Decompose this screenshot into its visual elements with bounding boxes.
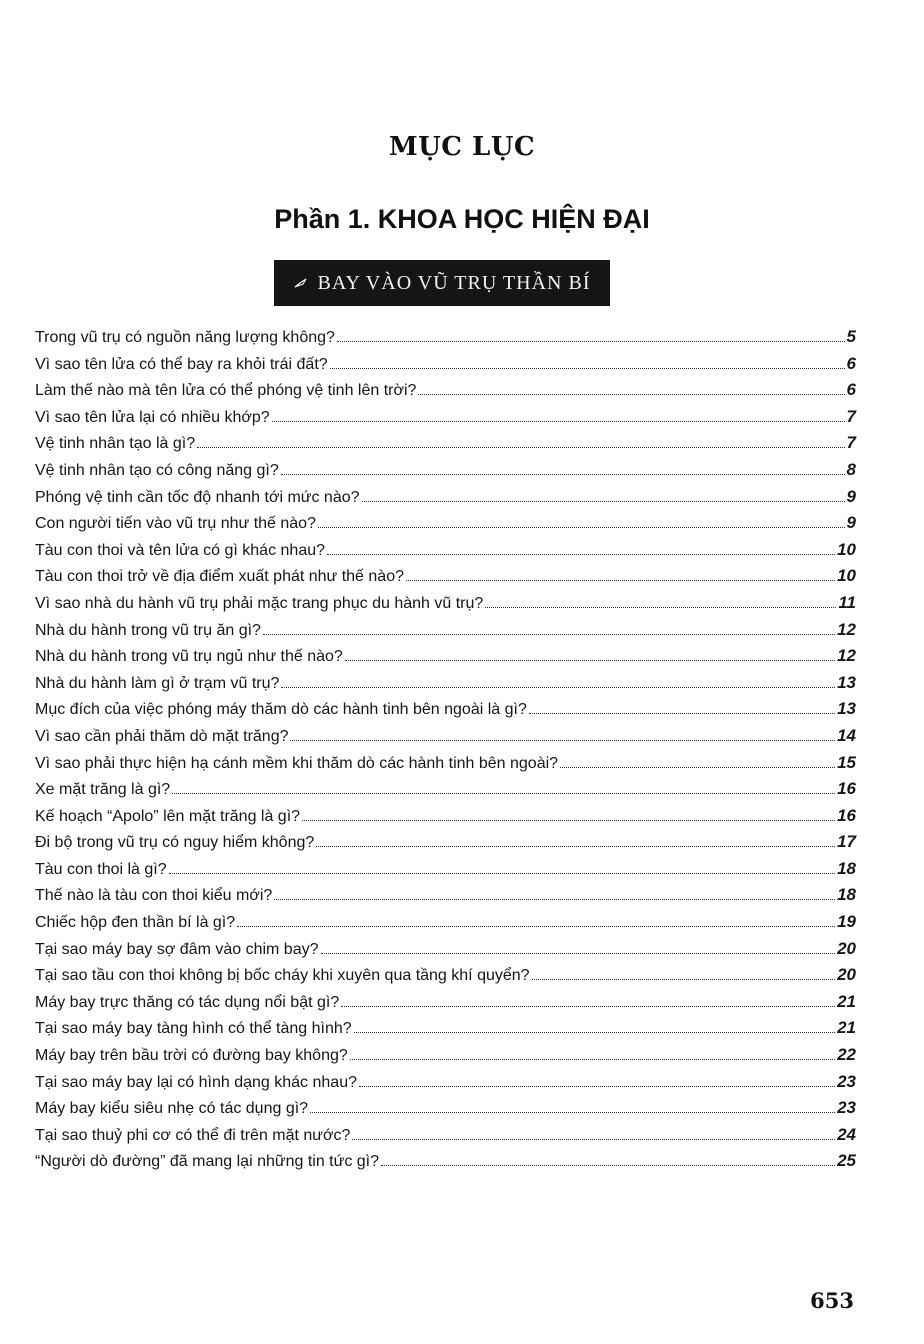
toc-entry-page: 14 <box>837 725 856 745</box>
toc-entry[interactable] <box>35 487 856 514</box>
dot-leader <box>281 473 845 475</box>
toc-entry[interactable] <box>35 673 856 700</box>
dot-leader <box>341 1005 835 1007</box>
toc-entry-title: Tàu con thoi trở về địa điểm xuất phát như thế nào? <box>35 568 404 586</box>
toc-entry-title: Vì sao phải thực hiện hạ cánh mềm khi thăm dò các hành tinh bên ngoài? <box>35 754 559 772</box>
toc-entry-page: 12 <box>837 646 856 666</box>
toc-entry[interactable] <box>35 753 856 780</box>
toc-entry[interactable] <box>35 1151 856 1178</box>
toc-entry-title: Nhà du hành làm gì ở trạm vũ trụ? <box>35 674 280 692</box>
toc-entry[interactable] <box>35 593 856 620</box>
toc-entry[interactable] <box>35 859 856 886</box>
toc-entry-title: Con người tiến vào vũ trụ như thế nào? <box>35 515 316 533</box>
dot-leader <box>337 340 845 342</box>
toc-entry[interactable] <box>35 806 856 833</box>
toc-entry-title: Tại sao máy bay sợ đâm vào chim bay? <box>35 940 319 958</box>
toc-entry-page: 21 <box>837 1018 856 1038</box>
toc-entry-page: 23 <box>837 1071 856 1091</box>
dot-leader <box>359 1085 835 1087</box>
pen-nib-icon <box>294 278 308 288</box>
toc-entry[interactable] <box>35 646 856 673</box>
toc-entry-title: Máy bay kiểu siêu nhẹ có tác dụng gì? <box>35 1100 309 1118</box>
toc-entry-title: Vệ tinh nhân tạo có công năng gì? <box>35 461 279 479</box>
dot-leader <box>310 1111 835 1113</box>
toc-entry-title: Xe mặt trăng là gì? <box>35 781 171 799</box>
toc-entry[interactable] <box>35 939 856 966</box>
toc-entry-title: Vì sao tên lửa có thể bay ra khỏi trái đất? <box>35 355 328 373</box>
toc-entry[interactable] <box>35 1045 856 1072</box>
dot-leader <box>318 526 845 528</box>
toc-entry-title: Thế nào là tàu con thoi kiểu mới? <box>35 887 273 905</box>
toc-entry[interactable] <box>35 1018 856 1045</box>
toc-entry-title: Kế hoạch “Apolo” lên mặt trăng là gì? <box>35 807 301 825</box>
dot-leader <box>290 739 835 741</box>
dot-leader <box>406 579 835 581</box>
toc-entry-title: Vệ tinh nhân tạo là gì? <box>35 435 196 453</box>
dot-leader <box>274 898 835 900</box>
toc-entry-title: Chiếc hộp đen thần bí là gì? <box>35 914 236 932</box>
toc-entry-page: 23 <box>837 1098 856 1118</box>
toc-entry-page: 13 <box>837 699 856 719</box>
toc-entry[interactable] <box>35 1072 856 1099</box>
toc-entry-title: Vì sao cần phải thăm dò mặt trăng? <box>35 727 289 745</box>
dot-leader <box>263 633 835 635</box>
dot-leader <box>418 393 844 395</box>
toc-entry[interactable] <box>35 779 856 806</box>
toc-entry-page: 7 <box>846 433 856 453</box>
toc-entry-page: 8 <box>846 459 856 479</box>
toc-entry-page: 6 <box>846 353 856 373</box>
toc-entry-page: 22 <box>837 1045 856 1065</box>
toc-entry-title: Trong vũ trụ có nguồn năng lượng không? <box>35 329 335 346</box>
toc-entry[interactable] <box>35 407 856 434</box>
toc-entry-title: Vì sao tên lửa lại có nhiều khớp? <box>35 408 270 426</box>
dot-leader <box>302 819 835 821</box>
toc-entry-page: 24 <box>837 1124 856 1144</box>
toc-entry[interactable] <box>35 513 856 540</box>
dot-leader <box>197 446 844 448</box>
toc-entry-page: 10 <box>837 566 856 586</box>
toc-entry[interactable] <box>35 540 856 567</box>
toc-entry-page: 20 <box>837 938 856 958</box>
toc-entry-page: 21 <box>837 991 856 1011</box>
dot-leader <box>281 686 835 688</box>
toc-entry[interactable] <box>35 327 856 354</box>
dot-leader <box>327 553 835 555</box>
toc-entry[interactable] <box>35 1125 856 1152</box>
toc-entry[interactable] <box>35 433 856 460</box>
toc-entry-page: 25 <box>837 1151 856 1171</box>
toc-entry[interactable] <box>35 566 856 593</box>
part-title: Phần 1. KHOA HỌC HIỆN ĐẠI <box>274 204 650 234</box>
toc-entry[interactable] <box>35 354 856 381</box>
dot-leader <box>350 1058 835 1060</box>
toc-entry[interactable] <box>35 885 856 912</box>
dot-leader <box>172 792 835 794</box>
toc-entry-title: Tàu con thoi và tên lửa có gì khác nhau? <box>35 541 326 559</box>
dot-leader <box>381 1164 835 1166</box>
toc-entry-title: Làm thế nào mà tên lửa có thể phóng vệ tinh lên trời? <box>35 382 417 400</box>
dot-leader <box>529 712 835 714</box>
toc-entry[interactable] <box>35 965 856 992</box>
toc-entry[interactable] <box>35 726 856 753</box>
section-banner <box>274 260 610 306</box>
toc-entry-page: 20 <box>837 965 856 985</box>
toc-entry-title: Tại sao máy bay lại có hình dạng khác nhau? <box>35 1073 357 1091</box>
toc-entry-page: 9 <box>846 486 856 506</box>
toc-entry-title: Tại sao máy bay tàng hình có thể tàng hình? <box>35 1020 352 1038</box>
toc-entry-title: Nhà du hành trong vũ trụ ăn gì? <box>35 621 261 639</box>
dot-leader <box>354 1031 835 1033</box>
toc-entry-page: 19 <box>837 912 856 932</box>
section-title: BAY VÀO VŨ TRỤ THẦN BÍ <box>317 271 591 294</box>
toc-entry-title: Đi bộ trong vũ trụ có nguy hiểm không? <box>35 834 315 852</box>
toc-entry-page: 10 <box>837 539 856 559</box>
toc-entry-page: 15 <box>837 752 856 772</box>
dot-leader <box>362 500 845 502</box>
dot-leader <box>560 766 835 768</box>
toc-entry-title: “Người dò đường” đã mang lại những tin tức gì? <box>35 1153 379 1171</box>
dot-leader <box>272 420 845 422</box>
toc-entry-title: Mục đích của việc phóng máy thăm dò các hành tinh bên ngoài là gì? <box>35 701 527 719</box>
dot-leader <box>237 925 835 927</box>
dot-leader <box>345 659 835 661</box>
toc-entry-page: 11 <box>838 592 856 612</box>
toc-entry-title: Phóng vệ tinh cần tốc độ nhanh tới mức nào? <box>35 488 360 506</box>
toc-entry[interactable] <box>35 620 856 647</box>
table-of-contents <box>35 327 856 1178</box>
dot-leader <box>532 978 836 980</box>
toc-entry-title: Tại sao tầu con thoi không bị bốc cháy khi xuyên qua tầng khí quyển? <box>35 967 530 985</box>
toc-entry-page: 18 <box>837 885 856 905</box>
toc-entry-page: 9 <box>846 513 856 533</box>
toc-entry-page: 7 <box>846 406 856 426</box>
dot-leader <box>352 1138 835 1140</box>
dot-leader <box>169 872 835 874</box>
toc-entry-page: 17 <box>837 832 856 852</box>
toc-entry[interactable] <box>35 460 856 487</box>
dot-leader <box>316 845 835 847</box>
toc-entry-page: 16 <box>837 805 856 825</box>
toc-entry-title: Tại sao thuỷ phi cơ có thể đi trên mặt nước? <box>35 1126 351 1144</box>
toc-entry[interactable] <box>35 699 856 726</box>
toc-entry-page: 5 <box>846 327 856 346</box>
toc-entry[interactable] <box>35 832 856 859</box>
dot-leader <box>321 952 836 954</box>
toc-entry[interactable] <box>35 380 856 407</box>
dot-leader <box>485 606 836 608</box>
toc-entry[interactable] <box>35 912 856 939</box>
toc-entry-title: Máy bay trên bầu trời có đường bay không? <box>35 1047 348 1065</box>
toc-entry-page: 18 <box>837 858 856 878</box>
toc-entry-title: Vì sao nhà du hành vũ trụ phải mặc trang phục du hành vũ trụ? <box>35 594 484 612</box>
toc-entry-page: 16 <box>837 779 856 799</box>
page-title: MỤC LỤC <box>388 132 536 162</box>
toc-entry-title: Tàu con thoi là gì? <box>35 860 167 878</box>
toc-entry[interactable] <box>35 1098 856 1125</box>
toc-entry-title: Máy bay trực thăng có tác dụng nổi bật gì? <box>35 993 340 1011</box>
toc-entry-page: 12 <box>837 619 856 639</box>
page-number: 653 <box>810 1288 854 1313</box>
toc-entry[interactable] <box>35 992 856 1019</box>
toc-entry-title: Nhà du hành trong vũ trụ ngủ như thế nào? <box>35 648 343 666</box>
toc-entry-page: 13 <box>837 672 856 692</box>
toc-entry-page: 6 <box>846 380 856 400</box>
dot-leader <box>330 367 845 369</box>
